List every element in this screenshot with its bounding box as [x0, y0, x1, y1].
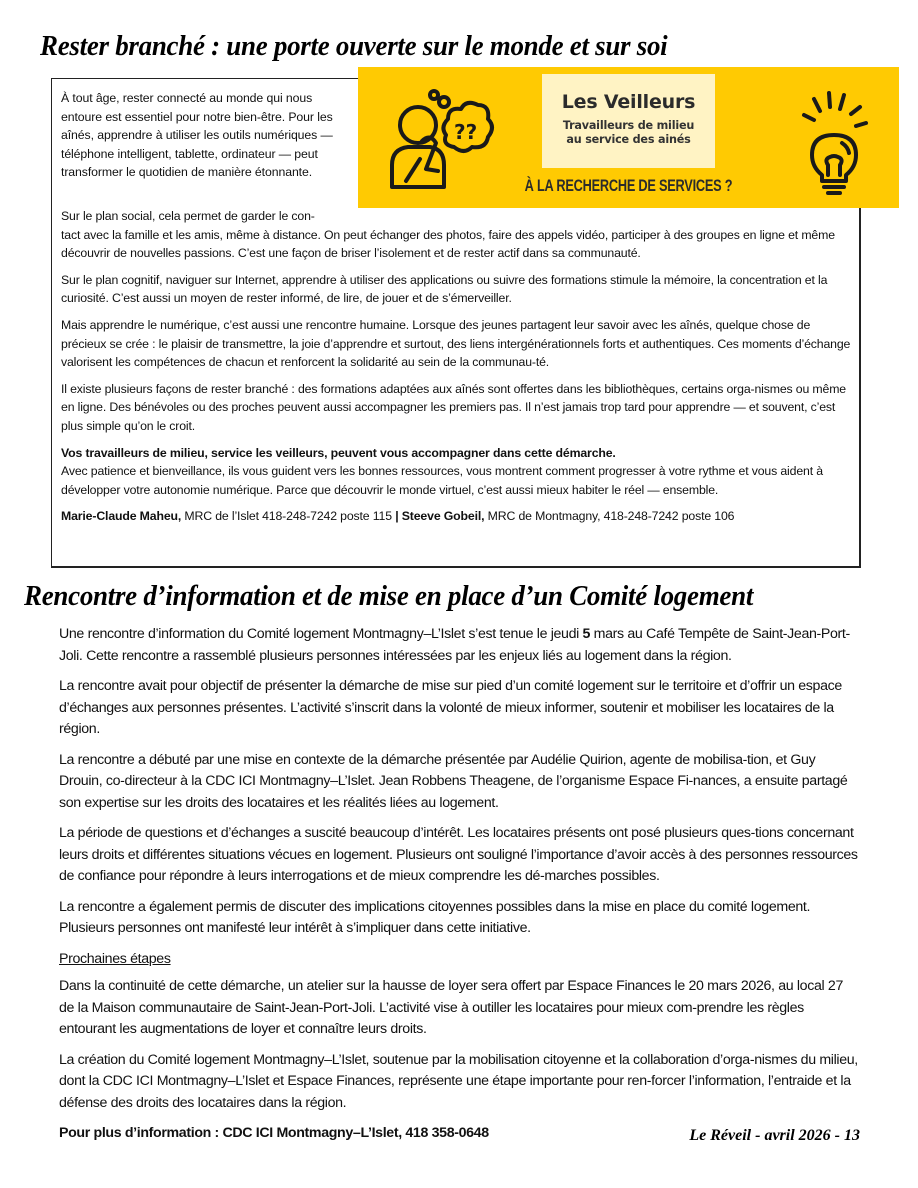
lightbulb-icon — [798, 89, 870, 197]
article1-title: Rester branché : une porte ouverte sur le monde et sur soi — [40, 30, 668, 62]
article2-body — [59, 624, 859, 1154]
article2-p2: La rencontre avait pour objectif de présenter la démarche de mise sur pied d’un comité logement sur le territoire et d’offrir un espace d’échanges aux personnes présentes. L’activité s’inscrit dans la volonté de mieux informer, soutenir et mobiliser les locataires de la région. — [59, 678, 842, 737]
article1-contacts — [61, 507, 857, 526]
article1-human: Mais apprendre le numérique, c’est aussi une rencontre humaine. Lorsque des jeunes partagent leur savoir avec les aînés, quelque chose de précieux se crée : le plaisir de transmettre, la joie d’apprendre et surtout, des liens intergénérationnels forts et authentiques. Ces moments d’échange valorisent les compétences de chacun et renforcent la solidarité au sein de la communau-té. — [61, 317, 851, 370]
article2-title: Rencontre d’information et de mise en place d’un Comité logement — [24, 580, 754, 612]
article1-social: tact avec la famille et les amis, même à distance. On peut échanger des photos, faire des appels vidéo, participer à des groupes en ligne et même découvrir de nouvelles passions. C’est une façon de briser l’isolement et de rester actif dans sa communauté. — [61, 227, 835, 261]
article2-p4: La période de questions et d’échanges a suscité beaucoup d’intérêt. Les locataires présents ont posé plusieurs ques-tions concernant leurs droits et différentes situations vécues en logement. Plusieurs ont souligné l’importance d’avoir accès à des personnes ressources de confiance pour répondre à leurs interrogations et de mieux comprendre les dé-marches possibles. — [59, 825, 858, 884]
article1-ways: Il existe plusieurs façons de rester branché : des formations adaptées aux aînés sont offertes dans les bibliothèques, certains orga-nismes ou même en ligne. Des bénévoles ou des proches peuvent aussi accompagner les premiers pas. Il n’est jamais trop tard pour apprendre — et souvent, c’est plus simple qu’on le croit. — [61, 381, 846, 433]
banner-panel — [542, 74, 715, 168]
article1-cognitive: Sur le plan cognitif, naviguer sur Internet, apprendre à utiliser des applications ou suivre des formations stimule la mémoire, la concentration et la curiosité. C’est aussi un moyen de rester informé, de lire, de jouer et de s’émerveiller. — [61, 272, 828, 306]
page-footer: Le Réveil - avril 2026 - 13 — [689, 1127, 860, 1144]
article1-workers-heading: Vos travailleurs de milieu, service les veilleurs, peuvent vous accompagner dans cette démarche. — [61, 445, 616, 460]
contact-name-1: Marie-Claude Maheu, — [61, 509, 182, 524]
banner-subtitle — [542, 119, 715, 147]
banner-subtitle-line1: Travailleurs de milieu — [562, 119, 695, 132]
banner-cta: À LA RECHERCHE DE SERVICES ? — [524, 176, 733, 195]
article2-p1-a: Une rencontre d’information du Comité logement Montmagny–L’Islet s’est tenue le jeudi — [59, 626, 583, 642]
svg-text:??: ?? — [454, 120, 478, 144]
article1-body — [61, 207, 857, 534]
contact-info-2: MRC de Montmagny, 418-248-7242 poste 106 — [484, 509, 735, 524]
article2-p5: La rencontre a également permis de discuter des implications citoyennes possibles dans la mise en place du comité logement. Plusieurs personnes ont manifesté leur intérêt à s’impliquer dans cette initiative. — [59, 898, 811, 936]
contact-separator: | — [395, 509, 399, 524]
banner-name: Les Veilleurs — [561, 91, 696, 113]
article2-subhead: Prochaines étapes — [59, 950, 171, 967]
contact-name-2: Steeve Gobeil, — [398, 509, 485, 524]
article2-p3: La rencontre a débuté par une mise en contexte de la démarche présentée par Audélie Quirion, agente de mobilisa-tion, et Guy Drouin, co-directeur à la CDC ICI Montmagny–L’Islet. Jean Robbens Theagene, de l’organisme Espace Fi-nances, a ensuite partagé son expertise sur les droits des locataires et les réalités liées au logement. — [59, 751, 848, 811]
article1-intro-text: À tout âge, rester connecté au monde qui nous entoure est essentiel pour notre bien-être. Pour les aînés, apprendre à utiliser les outils numériques — téléphone intelligent, tablette, ordinateur — peut transformer le quotidien de manière étonnante. — [61, 91, 333, 180]
article2-p6: Dans la continuité de cette démarche, un atelier sur la hausse de loyer sera offert par Espace Finances le 20 mars 2026, au local 27 de la Maison communautaire de Saint-Jean-Port-Joli. L’activité vise à outiller les locataires pour mieux com-prendre les règles entourant les augmentations de loyer et connaître leurs droits. — [59, 978, 843, 1037]
article2-p1 — [59, 624, 859, 667]
article2-contact: Pour plus d’information : CDC ICI Montmagny–L’Islet, 418 358-0648 — [59, 1125, 489, 1141]
contact-info-1: MRC de l’Islet 418-248-7242 poste 115 — [181, 509, 396, 524]
article2-p1-day: 5 — [582, 626, 591, 642]
article2-p7: La création du Comité logement Montmagny–L’Islet, soutenue par la mobilisation citoyenne et la collaboration d’orga-nismes du milieu, dont la CDC ICI Montmagny–L’Islet et Espace Finances, représente une étape importante pour ren-forcer l’information, l’entraide et la défense des droits des locataires dans la région. — [59, 1051, 858, 1111]
banner-subtitle-line2: au service des ainés — [566, 133, 691, 146]
veilleurs-banner — [358, 67, 899, 208]
article1-social-start: Sur le plan social, cela permet de garder le con- — [61, 209, 315, 223]
article2-p1-b: mars au Café Tempête de Saint-Jean-Port-Joli. Cette rencontre a rassemblé plusieurs personnes intéressées par les enjeux liés au logement dans la région. — [59, 626, 850, 664]
article1-intro — [61, 89, 353, 190]
article1-workers: Avec patience et bienveillance, ils vous guident vers les bonnes ressources, vous montrent comment progresser à votre rythme et vous aident à développer votre autonomie numérique. Parce que découvrir le monde virtuel, c’est aussi mieux habiter le réel — ensemble. — [61, 464, 823, 497]
